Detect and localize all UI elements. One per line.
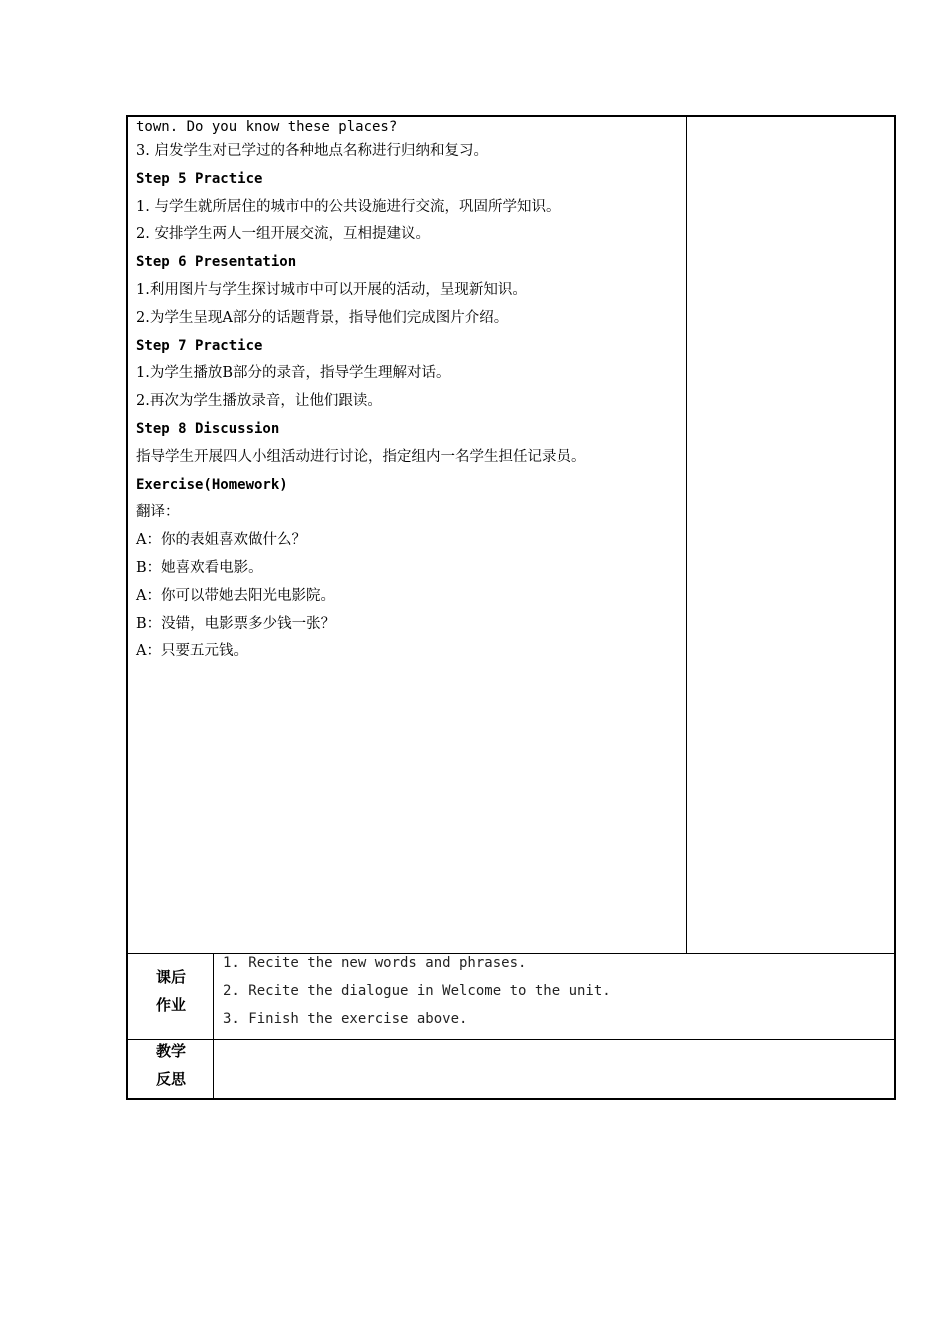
content-line: 1.为学生播放B部分的录音，指导学生理解对话。 — [136, 365, 451, 382]
content-line: A：你的表姐喜欢做什么？ — [136, 532, 306, 549]
step-heading: Step 5 Practice — [136, 170, 263, 187]
content-line: 翻译： — [136, 504, 180, 521]
content-line: B：没错，电影票多少钱一张？ — [136, 615, 336, 632]
content-line: 指导学生开展四人小组活动进行讨论，指定组内一名学生担任记录员。 — [136, 448, 586, 465]
row-divider-reflection — [128, 1039, 894, 1040]
homework-list — [223, 953, 611, 1037]
step-heading: Step 8 Discussion — [136, 420, 280, 437]
content-line: 2.再次为学生播放录音，让他们跟读。 — [136, 393, 382, 410]
homework-label — [128, 963, 214, 1019]
homework-item: 1. Recite the new words and phrases. — [223, 955, 527, 971]
content-line: 2.为学生呈现A部分的话题背景，指导他们完成图片介绍。 — [136, 309, 509, 326]
content-line: A：你可以带她去阳光电影院。 — [136, 587, 335, 604]
homework-label-line1: 课后 — [155, 968, 186, 986]
homework-label-line2: 作业 — [155, 996, 186, 1014]
step-heading: Step 6 Presentation — [136, 254, 297, 271]
step-heading: Exercise(Homework) — [136, 476, 288, 493]
reflection-label-line1: 教学 — [155, 1042, 186, 1060]
content-line: B：她喜欢看电影。 — [136, 559, 263, 576]
content-line: A：只要五元钱。 — [136, 643, 248, 660]
content-line: 3. 启发学生对已学过的各种地点名称进行归纳和复习。 — [136, 143, 488, 159]
lesson-plan-table — [126, 115, 896, 1100]
homework-item: 2. Recite the dialogue in Welcome to the unit. — [223, 983, 611, 999]
reflection-label — [128, 1037, 214, 1093]
homework-item: 3. Finish the exercise above. — [223, 1011, 468, 1027]
reflection-label-line2: 反思 — [155, 1070, 186, 1088]
content-line: 1.利用图片与学生探讨城市中可以开展的活动，呈现新知识。 — [136, 281, 527, 298]
step-heading: Step 7 Practice — [136, 337, 263, 354]
content-line: town. Do you know these places? — [136, 119, 398, 135]
content-line: 2. 安排学生两人一组开展交流，互相提建议。 — [136, 226, 430, 243]
column-divider — [686, 117, 687, 953]
content-line: 1. 与学生就所居住的城市中的公共设施进行交流，巩固所学知识。 — [136, 198, 561, 215]
teaching-steps — [136, 117, 686, 669]
